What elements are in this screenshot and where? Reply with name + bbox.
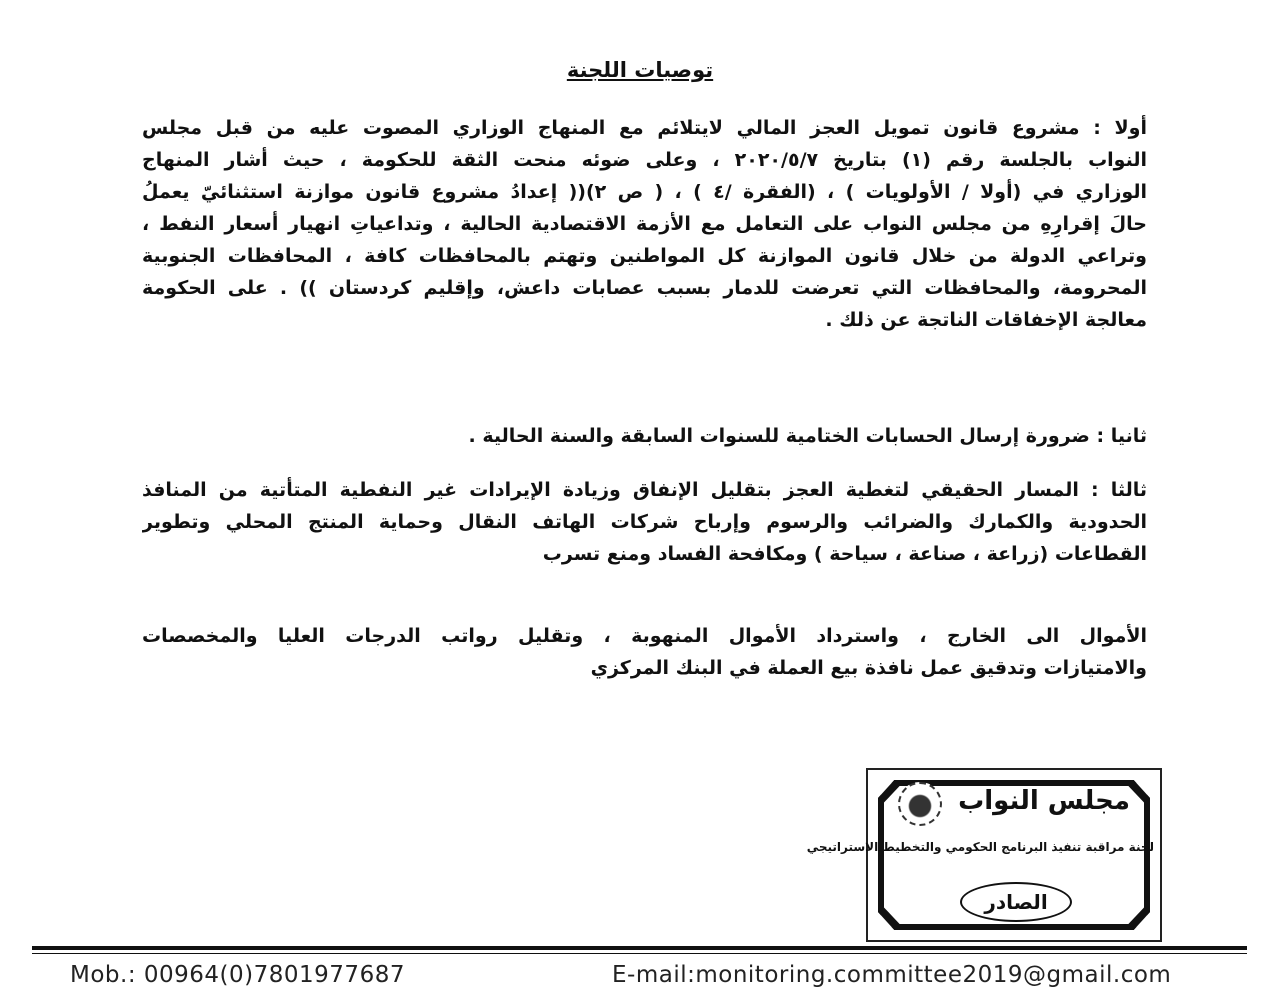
stamp-heading: مجلس النواب <box>958 786 1130 816</box>
text-line: الوزاري في (أولا / الأولويات ) ، (الفقرة /٤ ) ، ( ص ٢)(( إعدادُ مشروع قانون موازنة استثنائيّ يعملُ <box>142 181 1147 203</box>
text-line: ثالثا : المسار الحقيقي لتغطية العجز بتقليل الإنفاق وزيادة الإيرادات غير النفطية المتأتية من المنافذ <box>142 479 1147 501</box>
text-line: المحرومة، والمحافظات التي تعرضت للدمار بسبب عصابات داعش، وإقليم كردستان )) . على الحكومة <box>142 277 1147 299</box>
recommendation-first <box>142 112 1147 336</box>
text-line: أولا : مشروع قانون تمويل العجز المالي لايتلائم مع المنهاج الوزاري المصوت عليه من قبل مجلس <box>142 117 1147 139</box>
recommendation-third-continued <box>142 620 1147 684</box>
recommendation-third <box>142 474 1147 570</box>
recommendation-second <box>142 420 1147 452</box>
text-line: حالَ إقرارِهِ من مجلس النواب على التعامل مع الأزمة الاقتصادية الحالية ، وتداعياتِ انهيار أسعار النفط ، <box>142 213 1147 235</box>
iraq-emblem-icon <box>898 782 942 826</box>
text-line: النواب بالجلسة رقم (١) بتاريخ ٢٠٢٠/٥/٧ ، وعلى ضوئه منحت الثقة للحكومة ، حيث أشار المنهاج <box>142 149 1147 171</box>
parliament-stamp <box>806 768 1162 942</box>
text-line: القطاعات (زراعة ، صناعة ، سياحة ) ومكافحة الفساد ومنع تسرب <box>542 543 1147 565</box>
text-line: والامتيازات وتدقيق عمل نافذة بيع العملة في البنك المركزي <box>590 657 1147 679</box>
stamp-label: الصادر <box>960 882 1072 922</box>
footer-email: E-mail:monitoring.committee2019@gmail.com <box>612 962 1172 988</box>
text-line: الحدودية والكمارك والضرائب والرسوم وإرباح شركات الهاتف النقال وحماية المنتج المحلي وتطوير <box>142 511 1147 533</box>
text-line: ثانيا : ضرورة إرسال الحسابات الختامية للسنوات السابقة والسنة الحالية . <box>468 425 1147 447</box>
footer-divider <box>32 946 1247 950</box>
document-title: توصيات اللجنة <box>566 58 714 82</box>
footer-mobile: Mob.: 00964(0)7801977687 <box>70 962 405 988</box>
stamp-committee: لجنة مراقبة تنفيذ البرنامج الحكومي والتخطيط الاستراتيجي <box>806 840 1154 854</box>
text-line: معالجة الإخفاقات الناتجة عن ذلك . <box>825 309 1147 331</box>
footer-divider-thin <box>32 953 1247 954</box>
text-line: الأموال الى الخارج ، واسترداد الأموال المنهوبة ، وتقليل رواتب الدرجات العليا والمخصصات <box>142 625 1147 647</box>
text-line: وتراعي الدولة من خلال قانون الموازنة كل المواطنين وتهتم بالمحافظات كافة ، المحافظات الجنوبية <box>142 245 1147 267</box>
